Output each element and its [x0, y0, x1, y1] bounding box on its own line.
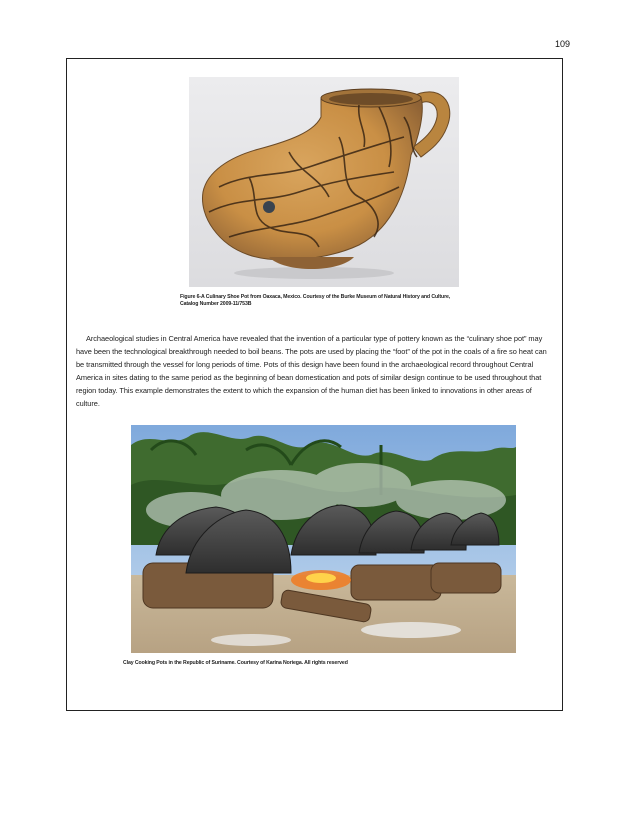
shoe-pot-illustration	[189, 77, 459, 287]
page-number: 109	[554, 39, 570, 49]
cooking-pots-photo	[131, 425, 516, 653]
shoe-pot-photo	[189, 77, 459, 287]
figure2-caption: Clay Cooking Pots in the Republic of Suriname. Courtesy of Karina Noriega. All rights reserved	[123, 660, 348, 666]
body-paragraph	[76, 333, 554, 410]
figure1-caption: Figure 6-A Culinary Shoe Pot from Oaxaca, Mexico. Courtesy of the Burke Museum of Natural History and Culture, Catalog Number 2009-11/753B	[180, 294, 451, 307]
body-paragraph-text: Archaeological studies in Central America have revealed that the invention of a particular type of pottery known as the “culinary shoe pot” may have been the technological breakthrough needed to boil beans. The pots are used by placing the “foot” of the pot in the coals of a fire so heat can be transmitted through the vessel for long periods of time. Pots of this design have been found in the archaeological record throughout Central America in sites dating to the same period as the beginning of bean domestication and pots of similar design continue to be used throughout that region today. This example demonstrates the extent to which the expansion of the human diet has been linked to innovations in other areas of culture.	[76, 334, 547, 408]
cooking-pots-illustration	[131, 425, 516, 653]
